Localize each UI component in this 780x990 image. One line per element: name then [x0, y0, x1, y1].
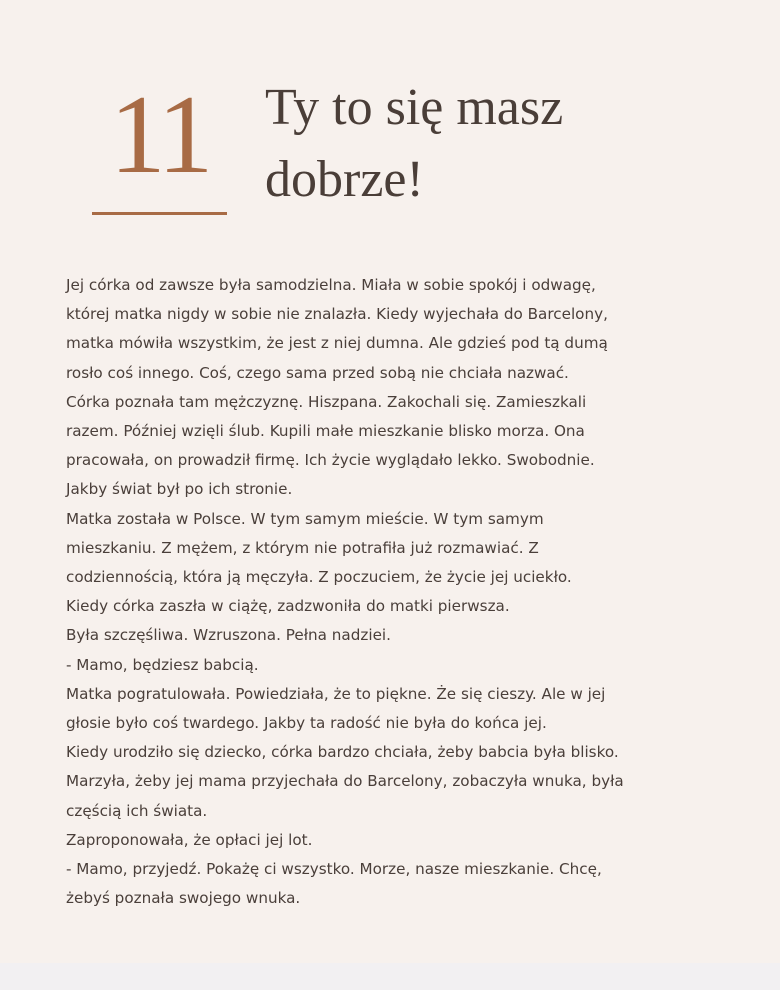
body-line: Córka poznała tam mężczyznę. Hiszpana. Zakochali się. Zamieszkali [66, 392, 587, 411]
body-line: razem. Później wzięli ślub. Kupili małe mieszkanie blisko morza. Ona [66, 422, 585, 441]
chapter-body-text [66, 271, 726, 913]
body-line: Kiedy córka zaszła w ciążę, zadzwoniła do matki pierwsza. [66, 597, 510, 616]
body-line: - Mamo, przyjedź. Pokażę ci wszystko. Morze, nasze mieszkanie. Chcę, [66, 860, 602, 879]
body-line: głosie było coś twardego. Jakby ta radość nie była do końca jej. [66, 714, 547, 733]
body-line: Zaproponowała, że opłaci jej lot. [66, 830, 313, 849]
chapter-number-underline [92, 212, 227, 215]
body-line: Kiedy urodziło się dziecko, córka bardzo chciała, żeby babcia była blisko. [66, 743, 619, 762]
body-line: Matka została w Polsce. W tym samym mieście. W tym samym [66, 509, 544, 528]
body-line: której matka nigdy w sobie nie znalazła. Kiedy wyjechała do Barcelony, [66, 305, 608, 324]
body-line: Jakby świat był po ich stronie. [66, 480, 293, 499]
chapter-title [265, 72, 725, 216]
chapter-title-line-2: dobrze! [265, 151, 424, 208]
body-line: codziennością, która ją męczyła. Z poczuciem, że życie jej uciekło. [66, 568, 572, 587]
body-line: mieszkaniu. Z mężem, z którym nie potrafiła już rozmawiać. Z [66, 538, 539, 557]
body-line: - Mamo, będziesz babcią. [66, 655, 259, 674]
body-line: Matka pogratulowała. Powiedziała, że to piękne. Że się cieszy. Ale w jej [66, 684, 606, 703]
body-line: Marzyła, żeby jej mama przyjechała do Barcelony, zobaczyła wnuka, była [66, 772, 624, 791]
body-line: matka mówiła wszystkim, że jest z niej dumna. Ale gdzieś pod tą dumą [66, 334, 608, 353]
body-line: częścią ich świata. [66, 801, 208, 820]
chapter-number: 11 [109, 73, 210, 197]
body-line: żebyś poznała swojego wnuka. [66, 889, 301, 908]
body-line: rosło coś innego. Coś, czego sama przed sobą nie chciała nazwać. [66, 363, 569, 382]
body-line: Była szczęśliwa. Wzruszona. Pełna nadziei. [66, 626, 391, 645]
chapter-title-line-1: Ty to się masz [265, 79, 564, 136]
body-line: pracowała, on prowadził firmę. Ich życie wyglądało lekko. Swobodnie. [66, 451, 595, 470]
body-line: Jej córka od zawsze była samodzielna. Miała w sobie spokój i odwagę, [66, 276, 596, 294]
